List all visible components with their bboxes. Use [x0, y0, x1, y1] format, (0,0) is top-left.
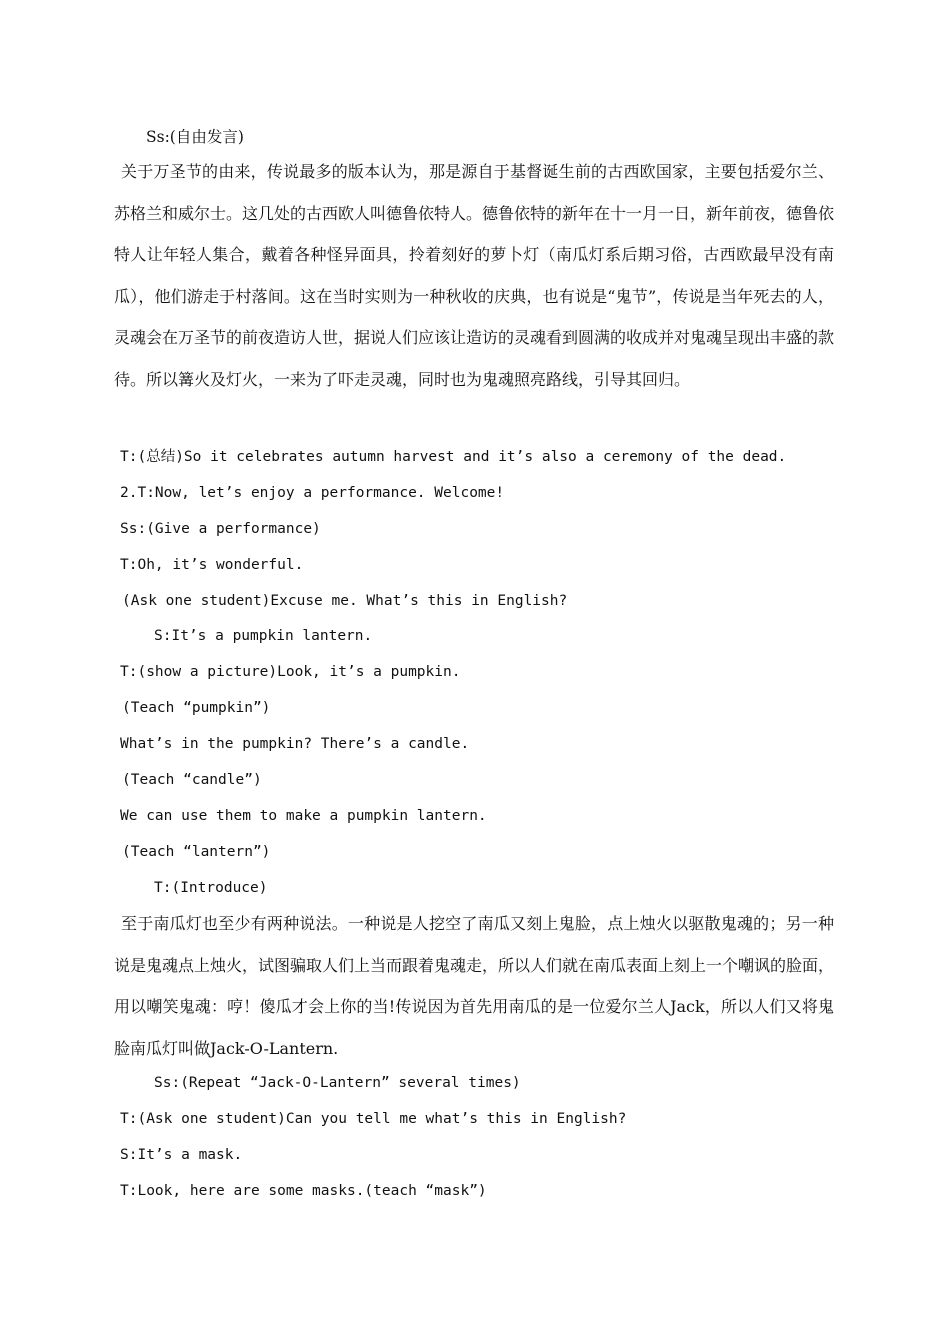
ss-free-speech-line: Ss:(自由发言): [146, 128, 244, 146]
student-pumpkin-lantern-line: S:It’s a pumpkin lantern.: [154, 628, 373, 644]
teacher-wonderful-line: T:Oh, it’s wonderful.: [120, 557, 304, 573]
teacher-show-picture-line: T:(show a picture)Look, it’s a pumpkin.: [120, 664, 461, 680]
halloween-origin-paragraph: 关于万圣节的由来，传说最多的版本认为，那是源自于基督诞生前的古西欧国家，主要包括爱尔兰、苏格兰和威尔士。这几处的古西欧人叫德鲁依特人。德鲁依特的新年在十一月一日，新年前夜，德鲁依特人让年轻人集合，戴着各种怪异面具，拎着刻好的萝卜灯（南瓜灯系后期习俗，古西欧最早没有南瓜），他们游走于村落间。这在当时实则为一种秋收的庆典，也有说是“鬼节”，传说是当年死去的人，灵魂会在万圣节的前夜造访人世，据说人们应该让造访的灵魂看到圆满的收成并对鬼魂呈现出丰盛的款待。所以篝火及灯火，一来为了吓走灵魂，同时也为鬼魂照亮路线，引导其回归。: [114, 162, 835, 389]
students-repeat-line: Ss:(Repeat “Jack-O-Lantern” several times): [154, 1075, 521, 1091]
students-performance-line: Ss:(Give a performance): [120, 521, 321, 537]
ask-student-line: (Ask one student)Excuse me. What’s this in English?: [122, 593, 568, 609]
teacher-ask-student-line: T:(Ask one student)Can you tell me what’s this in English?: [120, 1111, 627, 1127]
make-lantern-line: We can use them to make a pumpkin lantern.: [120, 808, 487, 824]
student-mask-line: S:It’s a mask.: [120, 1147, 243, 1163]
teacher-performance-line: 2.T:Now, let’s enjoy a performance. Welcome!: [120, 485, 505, 501]
teacher-introduce-line: T:(Introduce): [154, 880, 268, 896]
teacher-summary-line: T:(总结)So it celebrates autumn harvest and it’s also a ceremony of the dead.: [120, 449, 787, 465]
teach-pumpkin-line: (Teach “pumpkin”): [122, 700, 271, 716]
teach-candle-line: (Teach “candle”): [122, 772, 262, 788]
teacher-masks-line: T:Look, here are some masks.(teach “mask”): [120, 1183, 487, 1199]
pumpkin-lantern-paragraph: 至于南瓜灯也至少有两种说法。一种说是人挖空了南瓜又刻上鬼脸，点上烛火以驱散鬼魂的；另一种说是鬼魂点上烛火，试图骗取人们上当而跟着鬼魂走，所以人们就在南瓜表面上刻上一个嘲讽的脸面，用以嘲笑鬼魂：哼！傻瓜才会上你的当!传说因为首先用南瓜的是一位爱尔兰人Jack，所以人们又将鬼脸南瓜灯叫做Jack-O-Lantern.: [114, 914, 835, 1058]
whats-in-pumpkin-line: What’s in the pumpkin? There’s a candle.: [120, 736, 470, 752]
teach-lantern-line: (Teach “lantern”): [122, 844, 271, 860]
